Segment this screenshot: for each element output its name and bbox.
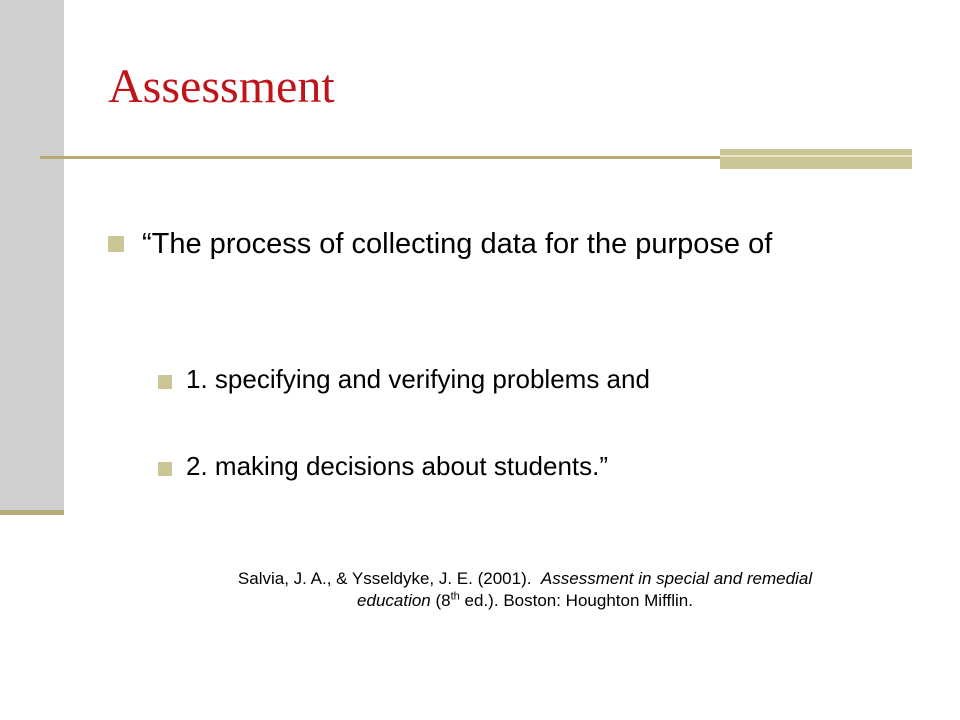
citation-edition-close: ed.). (464, 591, 499, 610)
left-sidebar-band (0, 0, 64, 512)
citation-authors-year: Salvia, J. A., & Ysseldyke, J. E. (2001). (237, 569, 532, 588)
sub-bullet-2-text: 2. making decisions about students.” (186, 451, 609, 481)
citation-edition-superscript: th (450, 590, 460, 603)
title-divider-accent-bar (720, 149, 912, 169)
sub-bullet-square-icon (158, 462, 172, 476)
sub-bullet-1-text: 1. specifying and verifying problems and (186, 364, 650, 394)
title-divider-line (40, 156, 720, 159)
main-bullet-text: “The process of collecting data for the purpose of (142, 228, 773, 260)
citation-edition-open: (8 (435, 591, 451, 610)
citation-title-part1: Assessment in special and remedial (540, 569, 813, 588)
left-sidebar-accent-line (0, 510, 64, 515)
citation-title-part2: education (357, 591, 431, 610)
sub-bullet-square-icon (158, 375, 172, 389)
citation (130, 568, 920, 612)
bullet-square-icon (108, 236, 124, 252)
citation-publisher: Boston: Houghton Mifflin. (503, 591, 693, 610)
slide-title: Assessment (108, 60, 335, 113)
